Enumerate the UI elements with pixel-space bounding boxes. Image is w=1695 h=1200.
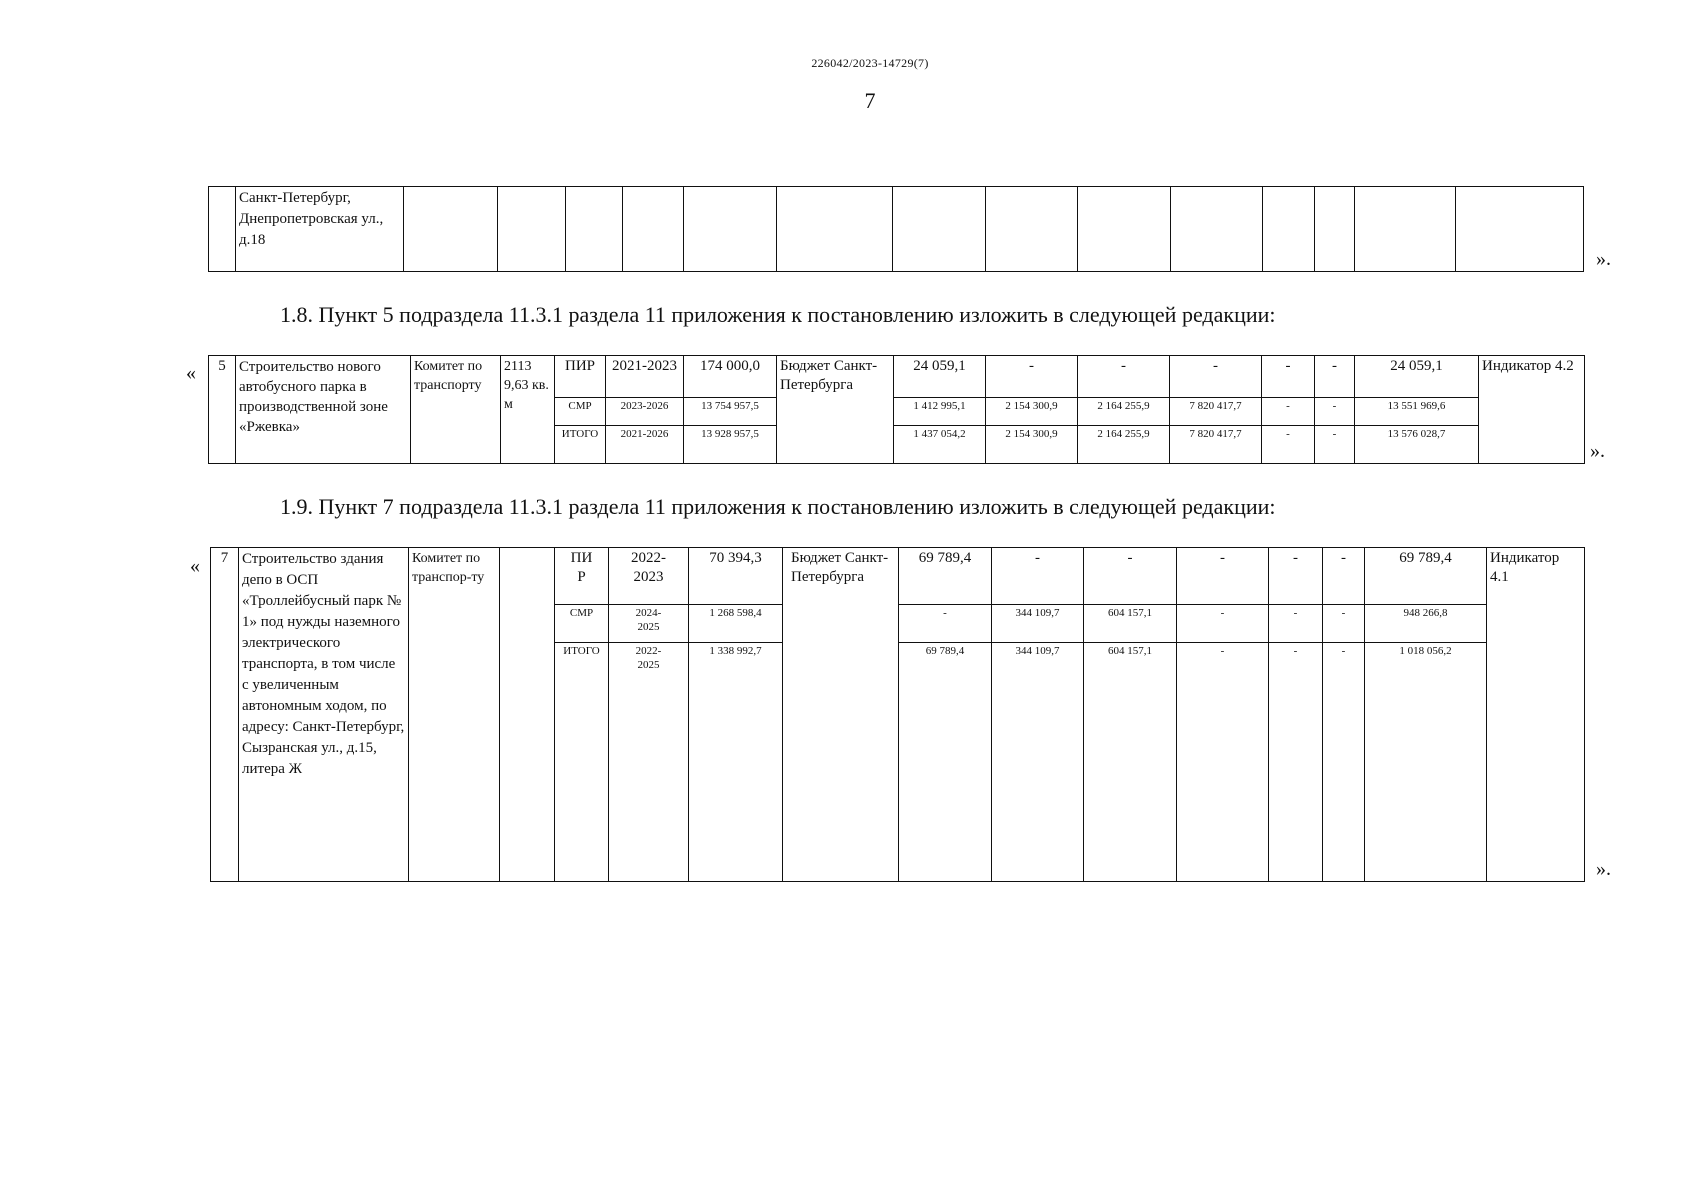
row-5-stage-pir: ПИР: [555, 356, 606, 398]
row-7-cost-total: 1 338 992,7: [689, 643, 783, 882]
row-7-stage-total: ИТОГО: [555, 643, 609, 882]
row-7-pir-v2: -: [992, 548, 1084, 605]
row-5-total-v2: 2 154 300,9: [986, 426, 1078, 464]
section-1-8-close-quote: ».: [1590, 440, 1605, 462]
row-5-smr-total: 13 551 969,6: [1355, 398, 1479, 426]
row-5-period-smr: 2023-2026: [606, 398, 684, 426]
row-5-stage-total: ИТОГО: [555, 426, 606, 464]
row-7-smr-v2: 344 109,7: [992, 605, 1084, 643]
row-7-source: Бюджет Санкт-Петербурга: [783, 548, 899, 882]
row-5-smr-v5: -: [1262, 398, 1315, 426]
row-5-pir-v1: 24 059,1: [894, 356, 986, 398]
continuation-table: [208, 186, 1584, 272]
continuation-close-quote: ».: [1596, 248, 1611, 270]
row-7-pir-v4: -: [1177, 548, 1269, 605]
row-5-pir-v3: -: [1078, 356, 1170, 398]
row-5-cost-pir: 174 000,0: [684, 356, 777, 398]
row-7-smr-v3: 604 157,1: [1084, 605, 1177, 643]
row-5-capacity: 2113 9,63 кв. м: [501, 356, 555, 464]
row-5-cost-total: 13 928 957,5: [684, 426, 777, 464]
row-7-period-total: 2022-2025: [609, 643, 689, 882]
row-7-smr-v4: -: [1177, 605, 1269, 643]
row-5-customer: Комитет по транспорту: [411, 356, 501, 464]
row-5-indicator: Индикатор 4.2: [1479, 356, 1585, 464]
section-1-8-text: 1.8. Пункт 5 подраздела 11.3.1 раздела 11 приложения к постановлению изложить в следующей редакции:: [280, 302, 1276, 327]
section-1-8-open-quote: «: [186, 362, 196, 384]
document-id: 226042/2023-14729(7): [811, 56, 929, 70]
row-5-number: 5: [209, 356, 236, 464]
row-7-stage-pir: ПИР: [555, 548, 609, 605]
section-1-9-table: [210, 547, 1585, 882]
row-5-cost-smr: 13 754 957,5: [684, 398, 777, 426]
row-5-smr-v3: 2 164 255,9: [1078, 398, 1170, 426]
section-1-8-table: [208, 355, 1585, 464]
row-7-pir-total: 69 789,4: [1365, 548, 1487, 605]
page-number: 7: [864, 88, 876, 113]
section-1-9-text: 1.9. Пункт 7 подраздела 11.3.1 раздела 11 приложения к постановлению изложить в следующей редакции:: [280, 494, 1276, 519]
row-7-total-v6: -: [1323, 643, 1365, 882]
row-7-cost-pir: 70 394,3: [689, 548, 783, 605]
row-5-period-pir: 2021-2023: [606, 356, 684, 398]
row-7-indicator: Индикатор 4.1: [1487, 548, 1585, 882]
row-7-smr-v6: -: [1323, 605, 1365, 643]
row-5-total-v1: 1 437 054,2: [894, 426, 986, 464]
row-7-smr-total: 948 266,8: [1365, 605, 1487, 643]
row-7-period-pir: 2022-2023: [609, 548, 689, 605]
row-7-total-v1: 69 789,4: [899, 643, 992, 882]
row-5-total-v5: -: [1262, 426, 1315, 464]
row-7-total-v2: 344 109,7: [992, 643, 1084, 882]
row-5-pir-v6: -: [1315, 356, 1355, 398]
row-7-capacity: [500, 548, 555, 882]
row-7-pir-v6: -: [1323, 548, 1365, 605]
row-7-number: 7: [211, 548, 239, 882]
row-7-smr-v5: -: [1269, 605, 1323, 643]
row-7-name: Строительство здания депо в ОСП «Троллейбусный парк № 1» под нужды наземного электрического транспорта, в том числе с увеличенным автономным ходом, по адресу: Санкт-Петербург, Сызранская ул., д.15, литера Ж: [239, 548, 409, 882]
address-cell: Санкт-Петербург, Днепропетровская ул., д.18: [236, 187, 404, 272]
row-5-smr-v1: 1 412 995,1: [894, 398, 986, 426]
row-5-pir-total: 24 059,1: [1355, 356, 1479, 398]
row-7-pir-v1: 69 789,4: [899, 548, 992, 605]
row-5-name: Строительство нового автобусного парка в производственной зоне «Ржевка»: [236, 356, 411, 464]
row-7-pir-v3: -: [1084, 548, 1177, 605]
row-5-stage-smr: СМР: [555, 398, 606, 426]
row-5-smr-v2: 2 154 300,9: [986, 398, 1078, 426]
row-5-pir-v5: -: [1262, 356, 1315, 398]
row-5-total-v6: -: [1315, 426, 1355, 464]
row-5-source: Бюджет Санкт-Петербурга: [777, 356, 894, 464]
row-7-total-v3: 604 157,1: [1084, 643, 1177, 882]
row-7-pir-v5: -: [1269, 548, 1323, 605]
row-5-pir-v2: -: [986, 356, 1078, 398]
row-7-period-smr: 2024-2025: [609, 605, 689, 643]
row-7-total-total: 1 018 056,2: [1365, 643, 1487, 882]
row-5-smr-v6: -: [1315, 398, 1355, 426]
row-7-total-v4: -: [1177, 643, 1269, 882]
row-7-stage-smr: СМР: [555, 605, 609, 643]
row-5-total-v4: 7 820 417,7: [1170, 426, 1262, 464]
row-5-total-v3: 2 164 255,9: [1078, 426, 1170, 464]
row-5-smr-v4: 7 820 417,7: [1170, 398, 1262, 426]
row-7-cost-smr: 1 268 598,4: [689, 605, 783, 643]
row-7-total-v5: -: [1269, 643, 1323, 882]
row-5-pir-v4: -: [1170, 356, 1262, 398]
row-5-period-total: 2021-2026: [606, 426, 684, 464]
cell-num: [209, 187, 236, 272]
section-1-9-close-quote: ».: [1596, 858, 1611, 880]
row-5-total-total: 13 576 028,7: [1355, 426, 1479, 464]
row-7-customer: Комитет по транспор-ту: [409, 548, 500, 882]
section-1-9-open-quote: «: [190, 555, 200, 577]
row-7-smr-v1: -: [899, 605, 992, 643]
